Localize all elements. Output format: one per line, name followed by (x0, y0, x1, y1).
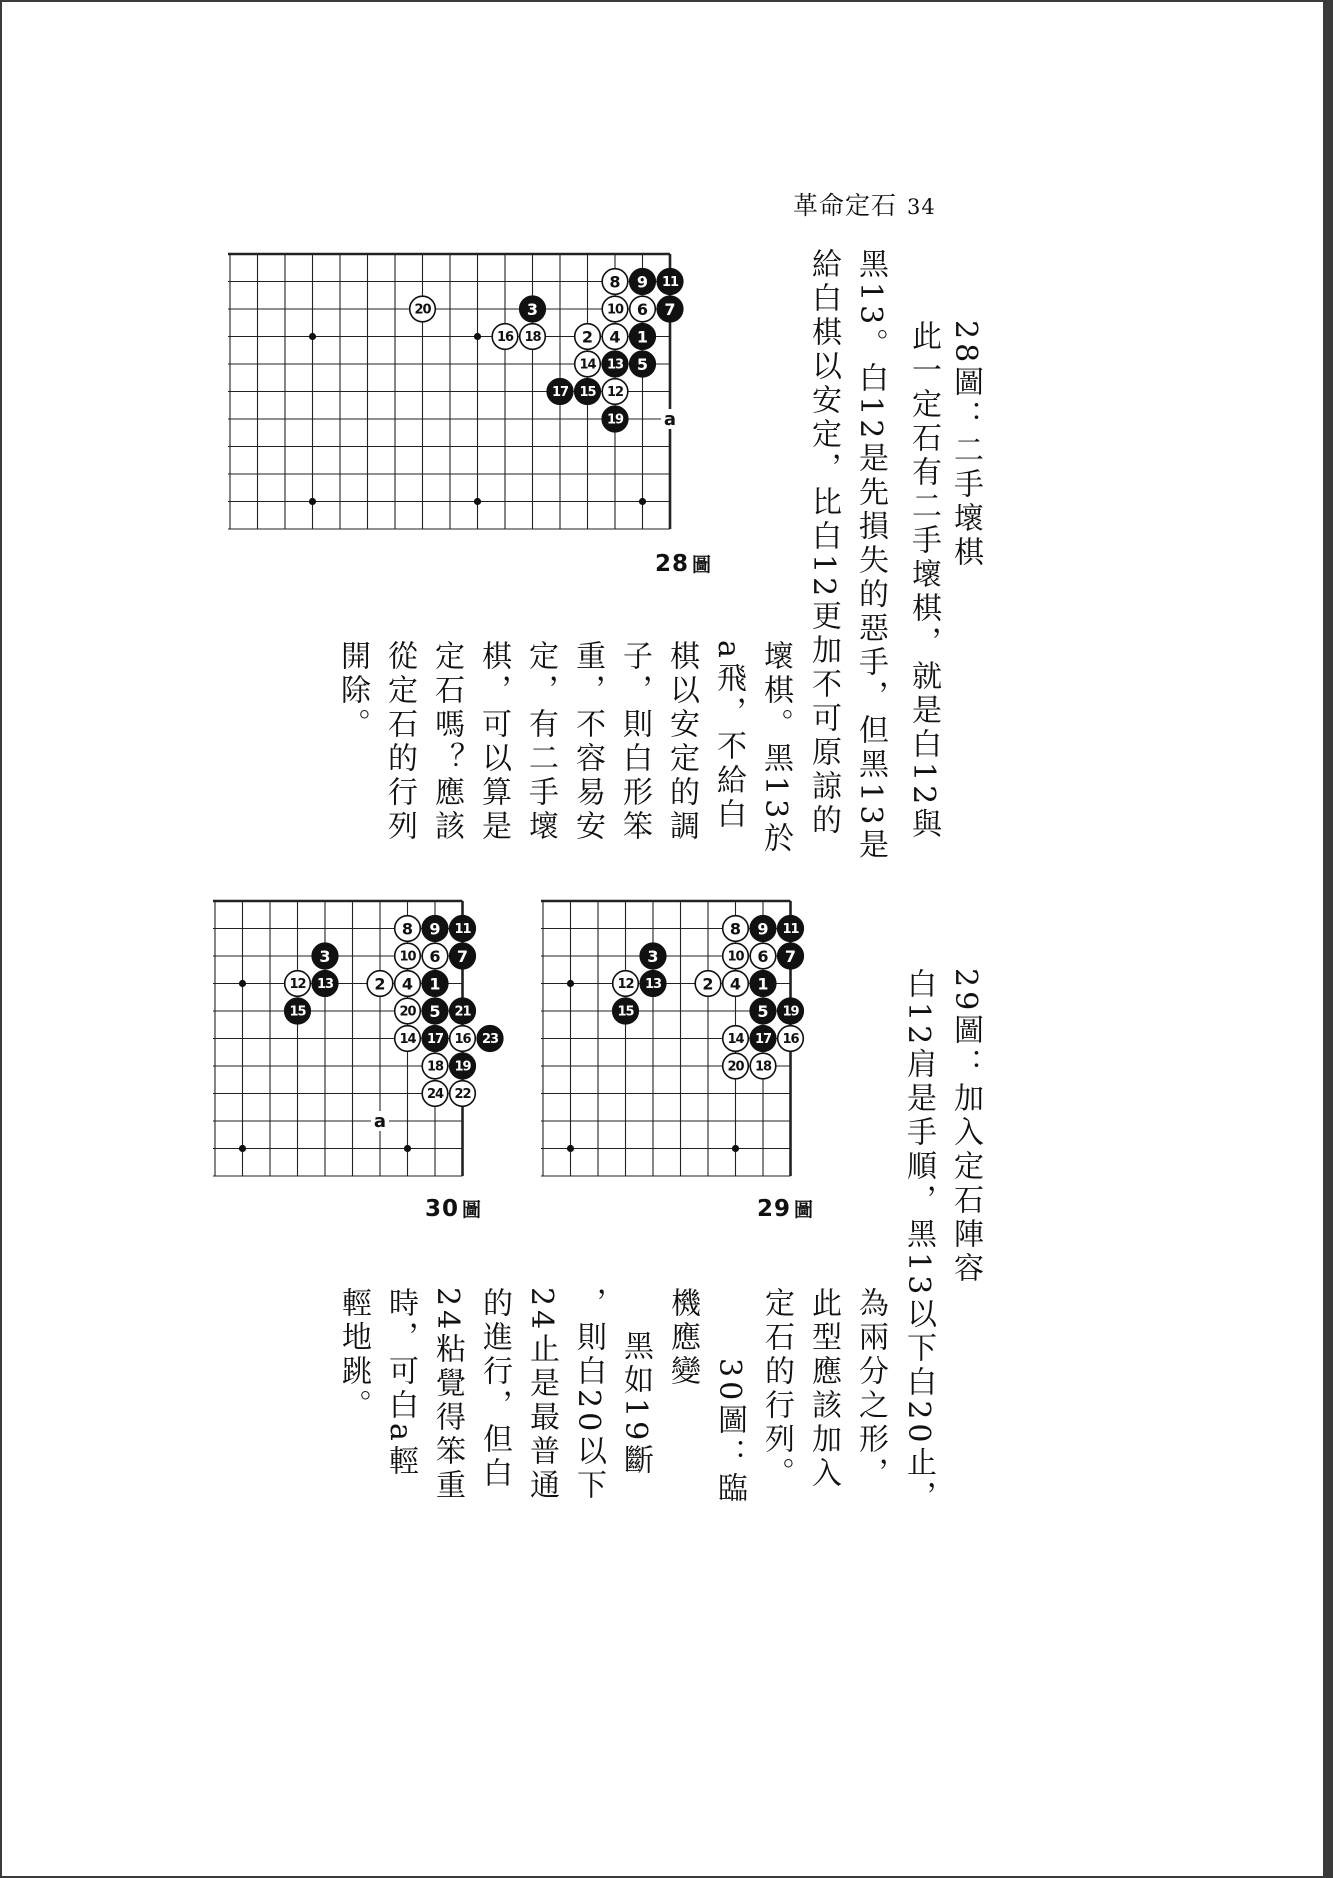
move-number-label: 15 (617, 1004, 634, 1020)
fig30-heading: 30圖：臨 (712, 1358, 747, 1507)
fig28-caption (655, 550, 711, 577)
move-number-label: 18 (754, 1059, 772, 1075)
move-number-label: 15 (289, 1004, 306, 1020)
move-number-label: 8 (609, 272, 621, 292)
move-number-label: 20 (414, 302, 431, 318)
fig29-text-col: 為兩分之形， (853, 1287, 888, 1491)
move-number-label: 4 (729, 974, 742, 994)
page-header (793, 186, 936, 222)
move-number-label: 16 (454, 1032, 471, 1048)
fig30-text-col: 時，可白a輕 (383, 1287, 418, 1479)
move-number-label: 2 (374, 974, 386, 994)
move-number-label: 10 (399, 949, 416, 965)
move-number-label: 8 (729, 919, 742, 939)
star-point (567, 980, 574, 987)
fig28-text-col: 棋以安定的調 (664, 640, 699, 844)
fig28-text-col: 從定石的行列 (382, 640, 417, 844)
move-number-label: 7 (664, 299, 676, 319)
fig28-text-col: 壞棋。黑13於 (758, 640, 793, 857)
fig28-text-col: 定石嗎？應該 (429, 640, 464, 844)
move-number-label: 17 (551, 385, 569, 401)
move-number-label: 18 (524, 330, 541, 346)
move-number-label: 14 (579, 357, 596, 373)
star-point (309, 498, 316, 505)
move-number-label: 11 (661, 275, 679, 291)
fig28-text-col: 此一定石有二手壞棋，就是白12與 (906, 320, 941, 843)
move-number-label: 16 (782, 1032, 799, 1048)
move-number-label: 4 (609, 327, 621, 347)
move-number-label: 9 (429, 919, 441, 939)
move-number-label: 1 (429, 974, 441, 994)
fig29-text-col: 定石的行列。 (759, 1287, 794, 1491)
move-number-label: 24 (426, 1087, 444, 1103)
fig30-text-col: 機應變 (665, 1287, 700, 1389)
move-number-label: 23 (481, 1032, 499, 1048)
move-number-label: 11 (782, 922, 799, 938)
move-number-label: 17 (754, 1032, 772, 1048)
star-point (239, 980, 246, 987)
star-point (732, 1145, 739, 1152)
go-board-fig28 (228, 250, 733, 545)
move-number-label: 10 (727, 949, 744, 965)
fig30-caption-number: 30 (425, 1196, 460, 1222)
move-number-label: 3 (647, 946, 659, 966)
move-number-label: 5 (636, 354, 649, 374)
fig30-text-col: 的進行，但白 (477, 1287, 512, 1491)
move-number-label: 20 (727, 1059, 744, 1075)
move-number-label: 13 (606, 357, 624, 373)
fig30-text-col: 24粘覺得笨重 (430, 1287, 465, 1504)
fig29-text-col: 白12肩是手順，黑13以下白20止， (901, 968, 936, 1515)
star-point (474, 498, 481, 505)
fig29-caption-number: 29 (757, 1196, 792, 1222)
move-number-label: 3 (319, 946, 331, 966)
fig29-caption (757, 1195, 813, 1222)
move-number-label: 8 (401, 919, 414, 939)
move-number-label: 9 (757, 919, 769, 939)
fig28-text-col: 開除。 (335, 640, 370, 742)
move-number-label: 7 (784, 946, 797, 966)
fig28-text-col: 棋，可以算是 (476, 640, 511, 844)
star-point (239, 1145, 246, 1152)
move-number-label: 19 (454, 1059, 471, 1075)
move-number-label: 1 (636, 327, 649, 347)
fig28-text-col: a飛，不給白 (711, 640, 746, 832)
fig29-caption-char: 圖 (794, 1199, 814, 1221)
fig29-text-col: 此型應該加入 (806, 1287, 841, 1491)
move-number-label: 13 (316, 977, 334, 993)
point-mark-label: a (663, 409, 677, 430)
go-board-fig28-svg (228, 250, 733, 545)
fig28-text-col: 給白棋以安定，比白12更加不可原諒的 (806, 248, 841, 839)
move-number-label: 5 (429, 1001, 441, 1021)
star-point (404, 1145, 411, 1152)
move-number-label: 13 (644, 977, 662, 993)
fig30-text-col: 黑如19斷 (618, 1330, 653, 1479)
star-point (639, 498, 646, 505)
move-number-label: 14 (727, 1032, 744, 1048)
move-number-label: 12 (617, 977, 634, 993)
move-number-label: 7 (456, 946, 469, 966)
go-board-fig29 (541, 897, 846, 1192)
fig30-text-col: 24止是最普通 (524, 1287, 559, 1504)
star-point (474, 333, 481, 340)
star-point (309, 333, 316, 340)
move-number-label: 12 (289, 977, 306, 993)
page-number: 34 (907, 195, 936, 219)
move-number-label: 11 (454, 922, 471, 938)
move-number-label: 21 (454, 1004, 471, 1020)
move-number-label: 6 (429, 946, 441, 966)
move-number-label: 14 (399, 1032, 416, 1048)
move-number-label: 2 (581, 327, 594, 347)
move-number-label: 9 (636, 272, 649, 292)
fig30-caption-char: 圖 (462, 1199, 482, 1221)
fig30-caption (425, 1195, 481, 1222)
fig28-caption-number: 28 (655, 551, 690, 577)
move-number-label: 15 (579, 385, 596, 401)
move-number-label: 20 (399, 1004, 416, 1020)
go-board-fig29-svg (541, 897, 846, 1192)
move-number-label: 12 (606, 385, 624, 401)
fig28-text-col: 定，有二手壞 (523, 640, 558, 844)
go-board-fig30-svg (213, 897, 518, 1192)
move-number-label: 22 (454, 1087, 471, 1103)
move-number-label: 3 (526, 299, 539, 319)
move-number-label: 2 (702, 974, 714, 994)
move-number-label: 6 (757, 946, 769, 966)
move-number-label: 5 (757, 1001, 769, 1021)
move-number-label: 4 (401, 974, 414, 994)
move-number-label: 17 (426, 1032, 444, 1048)
fig29-heading: 29圖：加入定石陣容 (948, 968, 983, 1287)
move-number-label: 19 (606, 412, 624, 428)
fig28-text-col: 重，不容易安 (570, 640, 605, 844)
fig28-text-col: 子，則白形笨 (617, 640, 652, 844)
move-number-label: 10 (606, 302, 624, 318)
fig30-text-col: 輕地跳。 (336, 1287, 371, 1423)
move-number-label: 6 (636, 299, 649, 319)
star-point (567, 1145, 574, 1152)
fig28-text-col: 黑13。白12是先損失的惡手，但黑13是 (853, 248, 888, 863)
move-number-label: 16 (496, 330, 514, 346)
go-board-fig30 (213, 897, 518, 1192)
move-number-label: 19 (782, 1004, 799, 1020)
fig28-caption-char: 圖 (692, 554, 712, 576)
move-number-label: 1 (757, 974, 769, 994)
point-mark-label: a (373, 1111, 387, 1132)
fig30-text-col: ，則白20以下 (571, 1287, 606, 1504)
fig28-heading: 28圖：二手壞棋 (948, 320, 983, 571)
move-number-label: 18 (426, 1059, 444, 1075)
book-title: 革命定石 (793, 191, 898, 220)
